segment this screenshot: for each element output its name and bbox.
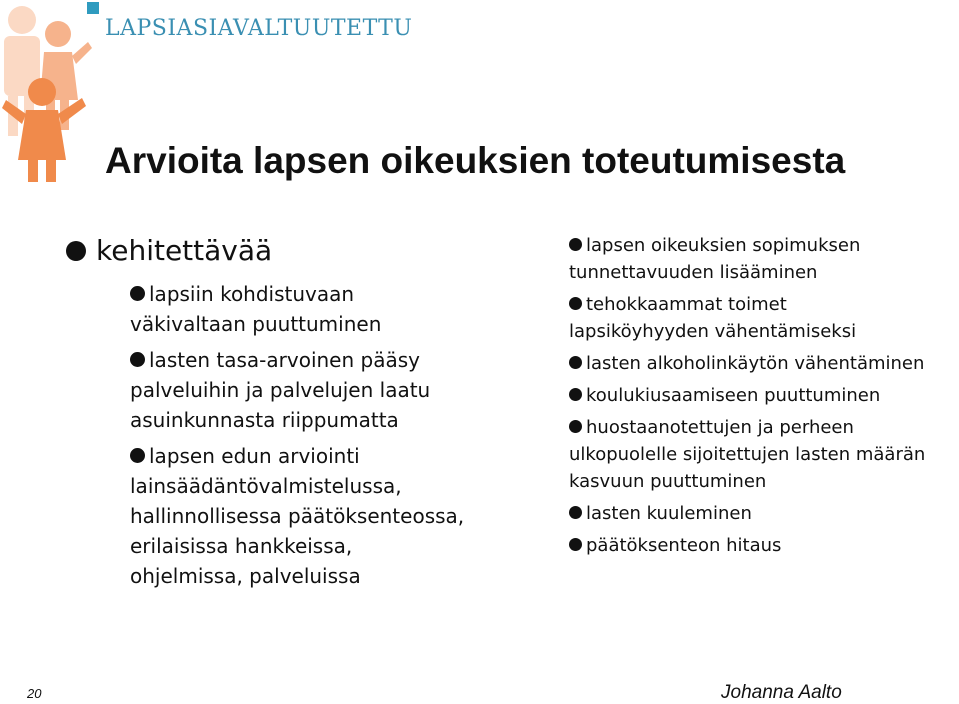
- list-item-line: lainsäädäntövalmistelussa,: [130, 474, 402, 498]
- main-bullet-label: kehitettävää: [96, 234, 273, 267]
- list-item-line: lapsiköyhyyden vähentämiseksi: [569, 321, 857, 342]
- main-bullet-item: [66, 233, 526, 269]
- list-item-line: lasten alkoholinkäytön vähentäminen: [569, 350, 959, 377]
- list-item-line: ohjelmissa, palveluissa: [130, 564, 361, 588]
- list-item-line: ulkopuolelle sijoitettujen lasten määrän: [569, 444, 926, 465]
- list-item: [569, 291, 959, 345]
- list-item-line: tunnettavuuden lisääminen: [569, 262, 818, 283]
- left-column: [66, 233, 526, 597]
- list-item-line: asuinkunnasta riippumatta: [130, 408, 399, 432]
- list-item-line: hallinnollisessa päätöksenteossa,: [130, 504, 465, 528]
- sub-bullet-list: [66, 279, 526, 591]
- list-item-line: huostaanotettujen ja perheen: [569, 414, 959, 441]
- page-title: Arvioita lapsen oikeuksien toteutumisesta: [105, 140, 846, 181]
- list-item-line: palveluihin ja palvelujen laatu: [130, 378, 431, 402]
- list-item-line: tehokkaammat toimet: [569, 291, 959, 318]
- list-item-line: erilaisissa hankkeissa,: [130, 534, 353, 558]
- list-item-line: lapsen oikeuksien sopimuksen: [569, 232, 959, 259]
- logo-figures-icon: [0, 0, 92, 182]
- list-item: [130, 441, 526, 591]
- list-item: [569, 500, 959, 527]
- list-item-line: koulukiusaamiseen puuttuminen: [569, 382, 959, 409]
- author-name: Johanna Aalto: [721, 682, 842, 703]
- right-column: [569, 232, 959, 564]
- list-item: [569, 350, 959, 377]
- list-item: [569, 414, 959, 495]
- list-item: [130, 345, 526, 435]
- list-item-line: väkivaltaan puuttuminen: [130, 312, 382, 336]
- list-item: [569, 532, 959, 559]
- list-item: [569, 232, 959, 286]
- list-item-line: lapsiin kohdistuvaan: [130, 279, 526, 309]
- list-item-line: lasten kuuleminen: [569, 500, 959, 527]
- list-item: [569, 382, 959, 409]
- logo-text: LAPSIASIAVALTUUTETTU: [105, 16, 413, 41]
- list-item-line: päätöksenteon hitaus: [569, 532, 959, 559]
- list-item: [130, 279, 526, 339]
- logo-square-icon: [87, 2, 99, 14]
- list-item-line: kasvuun puuttuminen: [569, 471, 767, 492]
- page-number: 20: [27, 686, 42, 701]
- list-item-line: lapsen edun arviointi: [130, 441, 526, 471]
- bullet-icon: [66, 241, 86, 261]
- list-item-line: lasten tasa-arvoinen pääsy: [130, 345, 526, 375]
